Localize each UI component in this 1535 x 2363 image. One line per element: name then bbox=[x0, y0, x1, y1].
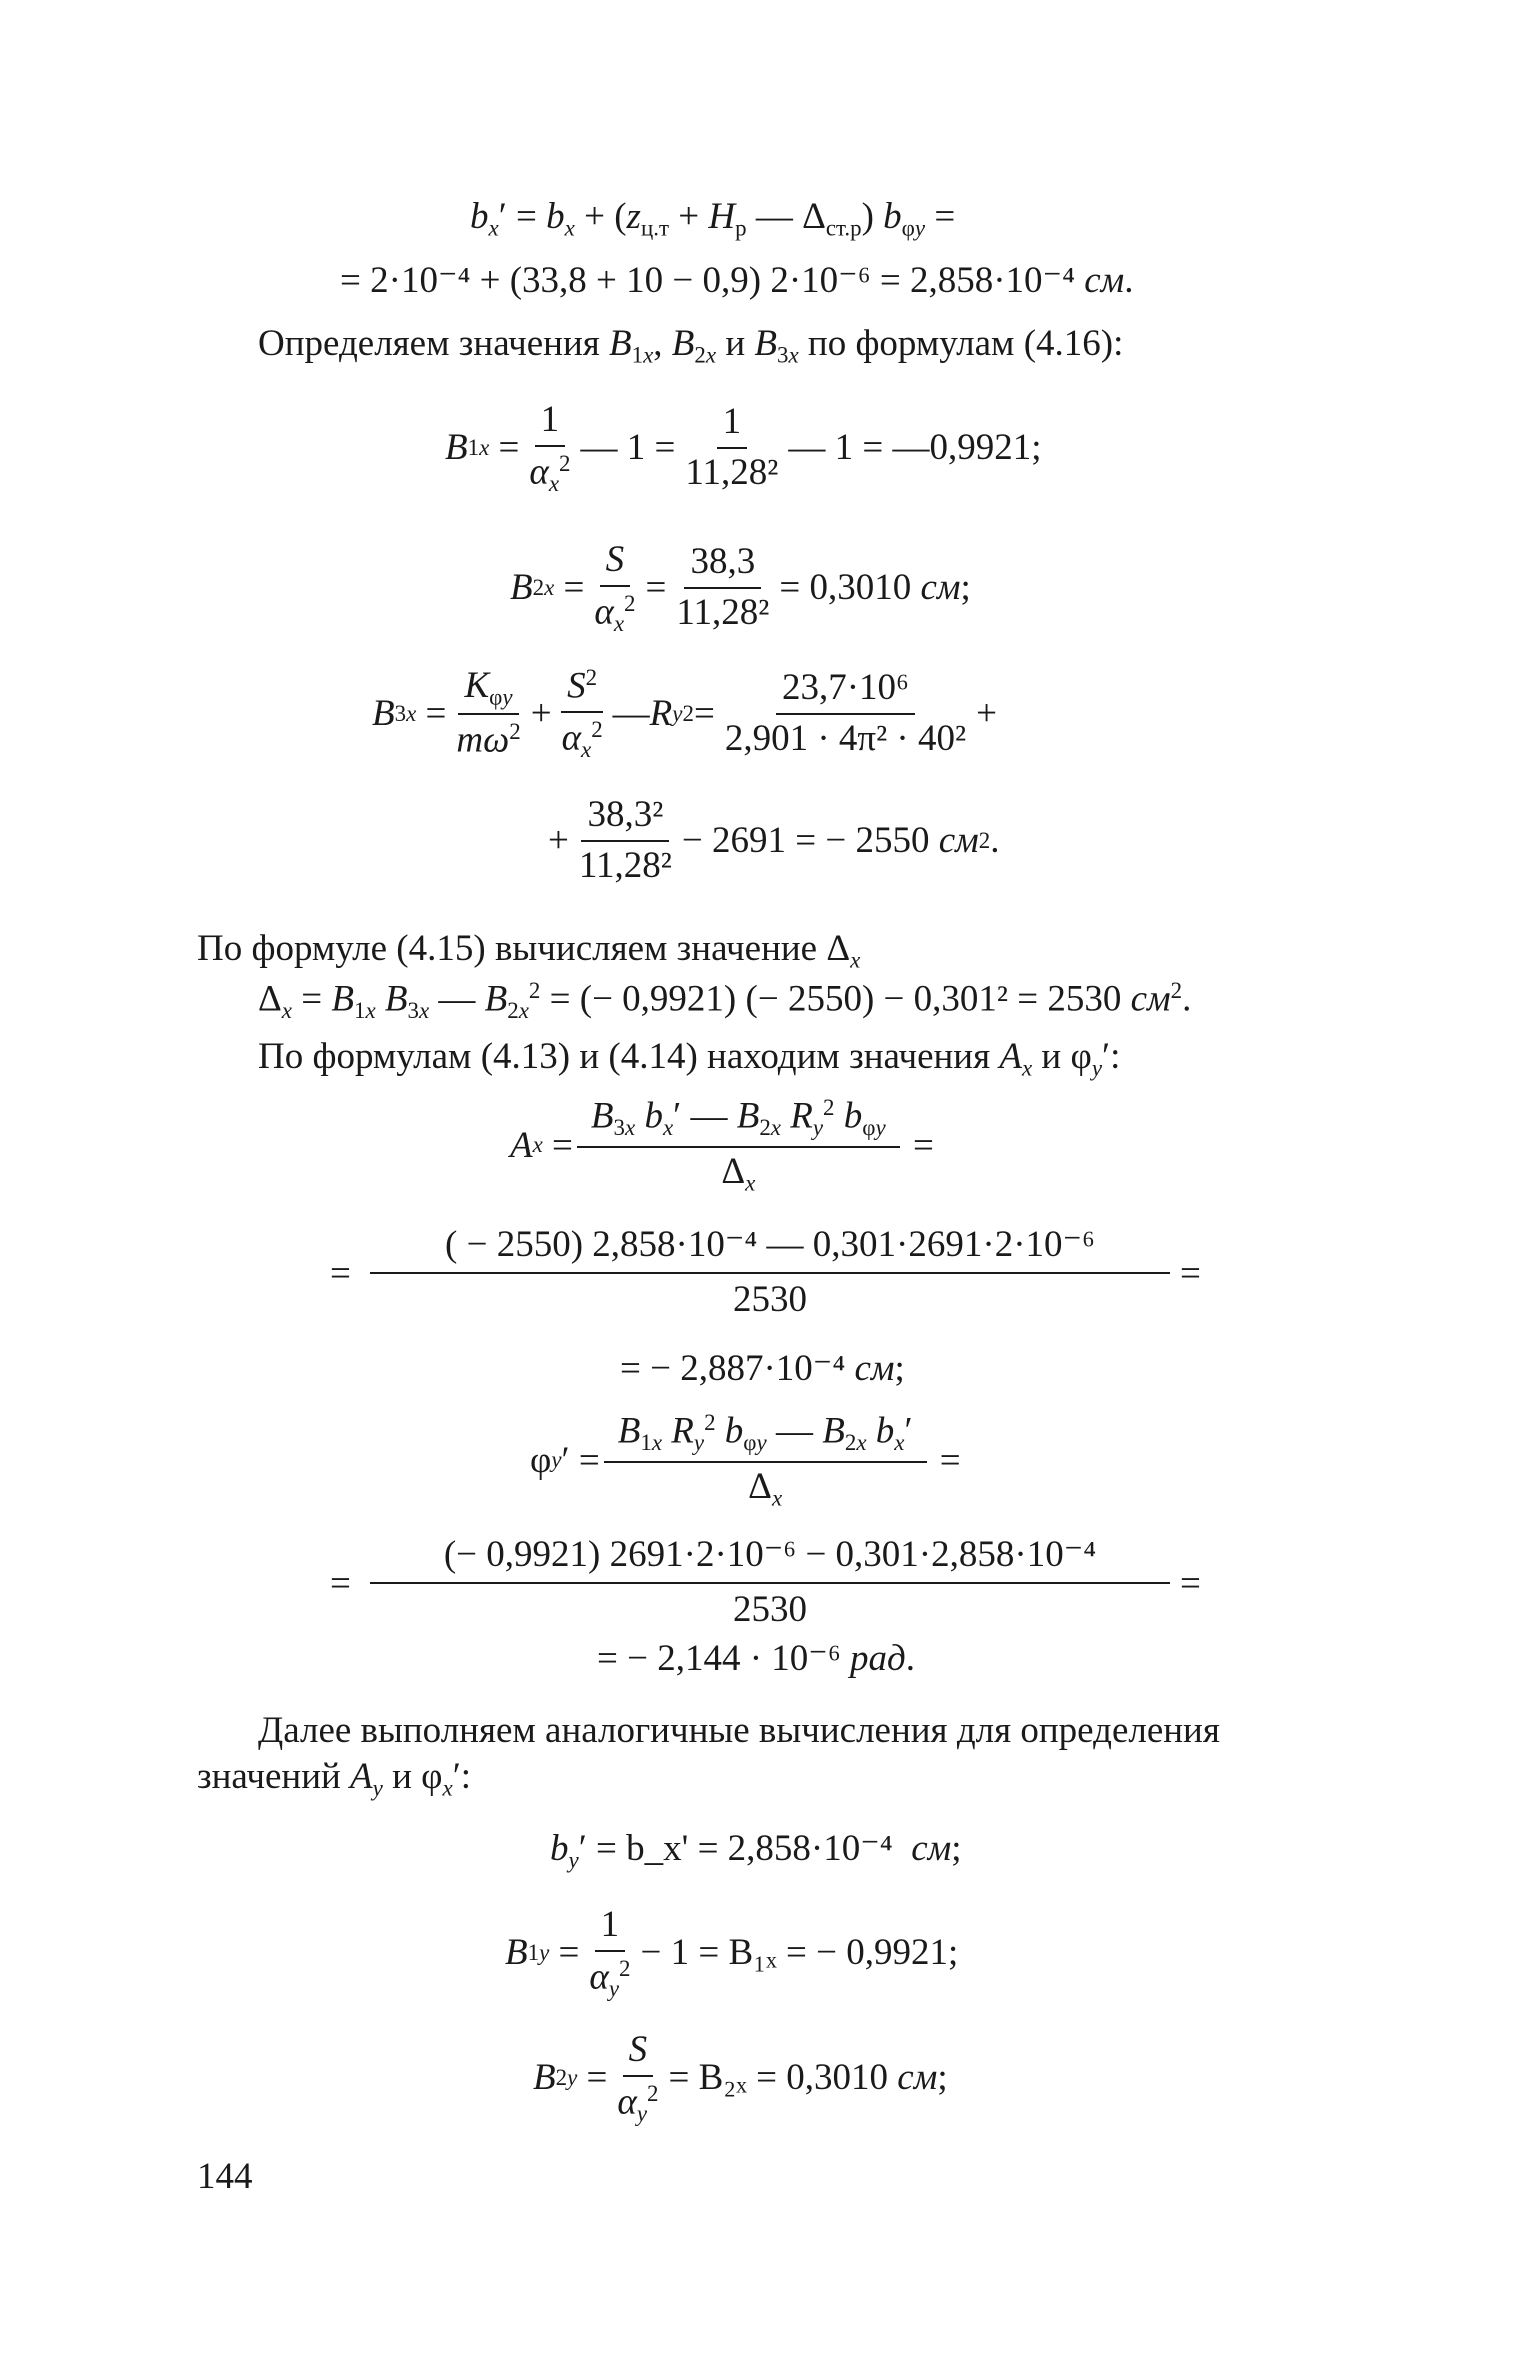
formula-Ax-def: A x = $\frac{B_{3x} b_x' — B_{2x} R_y^2 b_{\varphi y}}{\Delta_x}$ = bbox=[510, 1095, 934, 1196]
B2y-result: = B₂ₓ = 0,3010 bbox=[668, 2057, 889, 2099]
page-number: 144 bbox=[197, 2156, 253, 2197]
phiy-denominator: 2530 bbox=[733, 1588, 807, 1630]
eq-sign-right-phiy: = bbox=[1180, 1563, 1201, 1604]
text-determine: Определяем значения bbox=[258, 323, 600, 364]
formula-phiy-def: φ y ′ = $\frac{B_{1x} R_y^2 b_{\varphi y} — B_{2x} b_x'}{\Delta_x}$ = bbox=[530, 1410, 961, 1511]
formula-phiy-numeric bbox=[370, 1535, 1170, 1630]
B2x-result: = 0,3010 bbox=[779, 567, 912, 609]
Ax-result: = − 2,887·10⁻⁴ bbox=[620, 1348, 846, 1389]
paragraph-further-2: значений $A_y$ и $\varphi_x'$: bbox=[197, 1756, 472, 1801]
text-formula-415: По формуле (4.15) вычисляем значение bbox=[197, 928, 818, 969]
formula-B2x: B 2x = $\frac{S}{\alpha_x^2}$ = $\frac{38,3}{\text{11,28²}}$ = 0,3010 см ; bbox=[510, 539, 971, 636]
B1x-denominator: 11,28² bbox=[685, 451, 779, 493]
B3x-result: − 2691 = − 2550 bbox=[681, 820, 930, 862]
eq-sign-left-phiy: = bbox=[330, 1563, 351, 1604]
paragraph-determine-b: Определяем значения $B_{1x}$, $B_{2x}$ и $B_{3x}$ по формулам (4.16): bbox=[258, 323, 1124, 368]
formula-Ax-result: = − 2,887·10⁻⁴ см; bbox=[620, 1348, 905, 1389]
Ax-numerator: ( − 2550) 2,858·10⁻⁴ — 0,301·2691·2·10⁻⁶ bbox=[370, 1225, 1170, 1274]
Ax-denominator: 2530 bbox=[733, 1278, 807, 1320]
formula-B3x-continued: + $\frac{\text{38,3²}}{\text{11,28²}}$ − 2691 = − 2550 см 2 . bbox=[548, 794, 1000, 886]
B3x-cont-numerator: 38,3² bbox=[581, 795, 669, 842]
text-and-2: и bbox=[1041, 1036, 1062, 1077]
text-formulas-416: по формулам (4.16): bbox=[807, 323, 1124, 364]
formula-bx-prime: $b_x' = b_x + (z_{ц.т} + H_р$ — $\Delta_{ст.р}$) $b_{\varphi y}$ = bbox=[470, 196, 956, 241]
B2x-denominator: 11,28² bbox=[676, 591, 770, 633]
formula-B1x: B 1x = $\frac{1}{\alpha_x^2}$ — 1 = $\frac{1}{\text{11,28²}}$ — 1 = —0,9921; bbox=[445, 399, 1042, 496]
formula-by-prime: $b_y'$ = b_x' = 2,858·10⁻⁴ см; bbox=[550, 1828, 962, 1873]
B3x-denominator: 2,901 · 4π² · 40² bbox=[724, 717, 967, 759]
paragraph-compute-dx: По формуле (4.15) вычисляем значение $\Delta_x$ bbox=[197, 928, 861, 973]
eq-sign-left-ax: = bbox=[330, 1253, 351, 1294]
paragraph-further-1: Далее выполняем аналогичные вычисления для определения bbox=[258, 1710, 1220, 1751]
bx-prime-rhs: = 2·10⁻⁴ + (33,8 + 10 − 0,9) 2·10⁻⁶ = 2,858·10⁻⁴ bbox=[340, 260, 1075, 301]
formula-B1y: B 1y = $\frac{1}{\alpha_y^2}$ − 1 = B₁ₓ = − 0,9921; bbox=[505, 1904, 959, 2001]
unit-rad: рад bbox=[849, 1638, 906, 1679]
formula-Dx: $\Delta_x = B_{1x}$ $B_{3x}$ — $B_{2x}^2$ = (− 0,9921) (− 2550) − 0,301² = 2530 $см^2$. bbox=[258, 978, 1192, 1023]
B3x-numerator: 23,7·10⁶ bbox=[776, 668, 915, 715]
formula-Ax-numeric bbox=[370, 1225, 1170, 1320]
text-and-3: и bbox=[392, 1756, 412, 1797]
formula-B3x: B 3x = $\frac{K_{\varphi y}}{m\omega^2}$ + $\frac{S^2}{\alpha_x^2}$ — R y 2 = $\frac{\text{23,7·10⁶}}{\text{2,901 · 4π² · 40²}}$ + bbox=[372, 664, 997, 763]
phiy-result: = − 2,144 · 10⁻⁶ bbox=[597, 1638, 841, 1679]
paragraph-find-ax: По формулам (4.13) и (4.14) находим значения $A_x$ и $\varphi_y'$: bbox=[258, 1036, 1121, 1081]
phiy-numerator: (− 0,9921) 2691·2·10⁻⁶ − 0,301·2,858·10⁻⁴ bbox=[370, 1535, 1170, 1584]
formula-bx-prime-value: = 2·10⁻⁴ + (33,8 + 10 − 0,9) 2·10⁻⁶ = 2,858·10⁻⁴ см. bbox=[340, 260, 1134, 301]
text-values: значений bbox=[197, 1756, 341, 1797]
Dx-rhs: = (− 0,9921) (− 2550) − 0,301² = 2530 bbox=[549, 978, 1122, 1020]
text-formulas-413-414: По формулам (4.13) и (4.14) находим значения bbox=[258, 1036, 991, 1077]
by-rhs: = b_x' = 2,858·10⁻⁴ bbox=[596, 1828, 893, 1869]
formula-B2y: B 2y = $\frac{S}{\alpha_y^2}$ = B₂ₓ = 0,3010 см ; bbox=[533, 2029, 948, 2126]
eq-sign-right-ax: = bbox=[1180, 1253, 1201, 1294]
B1y-result: − 1 = B₁ₓ = − 0,9921; bbox=[640, 1932, 959, 1974]
B3x-cont-denominator: 11,28² bbox=[578, 844, 672, 886]
B2x-numerator: 38,3 bbox=[684, 542, 761, 589]
text-and: и bbox=[725, 323, 746, 364]
formula-phiy-result: = − 2,144 · 10⁻⁶ рад. bbox=[597, 1638, 915, 1679]
unit-cm: см bbox=[1084, 260, 1125, 301]
